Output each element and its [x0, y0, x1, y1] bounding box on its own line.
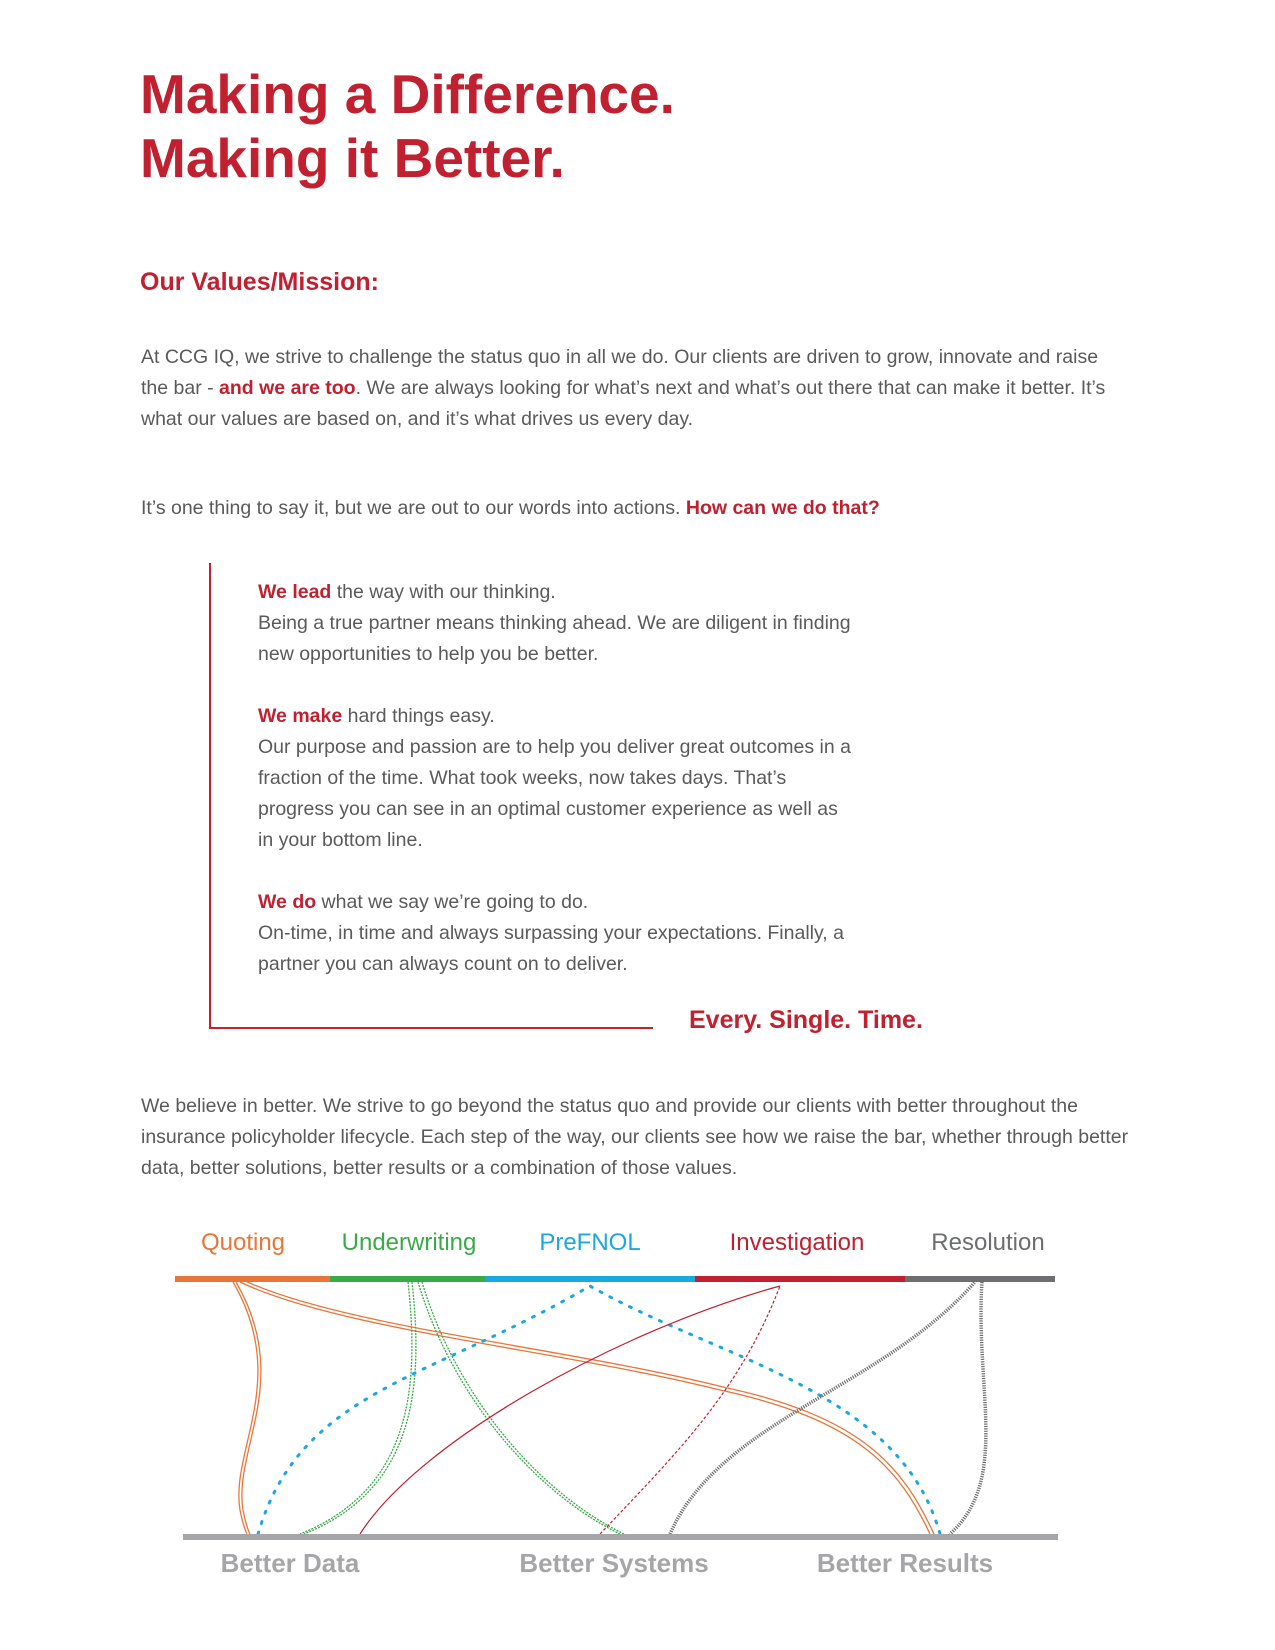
stage-label-underwriting: Underwriting [341, 1229, 477, 1256]
investigation-connectors [360, 1286, 780, 1534]
stage-bar-investigation [695, 1276, 905, 1282]
value-body: Our purpose and passion are to help you deliver great outcomes in a fraction of the time. What took weeks, now takes days. That’s progress you can see in an optimal customer experience as well as in your bottom line. [258, 736, 851, 851]
value-lead: We lead [258, 581, 332, 603]
value-body: Being a true partner means thinking ahead. We are diligent in finding new opportunities to help you be better. [258, 612, 851, 665]
outcomes-baseline [183, 1534, 1058, 1540]
value-rest: hard things easy. [342, 705, 495, 727]
stage-bar-prefnol [485, 1276, 695, 1282]
lifecycle-diagram [0, 1190, 1275, 1578]
title-line-1: Making a Difference. [140, 63, 675, 125]
intro-highlight: and we are too [219, 377, 356, 399]
stage-bar-quoting [175, 1276, 330, 1282]
bracket-vertical-line [209, 563, 211, 1028]
stage-label-quoting: Quoting [200, 1229, 286, 1256]
value-item [258, 887, 858, 980]
value-rest: what we say we’re going to do. [316, 891, 589, 913]
stage-label-prefnol: PreFNOL [539, 1229, 641, 1256]
outcome-label-data: Better Data [220, 1548, 360, 1578]
question-paragraph [141, 493, 1121, 524]
underwriting-connectors [300, 1282, 624, 1534]
values-heading: Our Values/Mission: [140, 268, 379, 296]
stage-label-resolution: Resolution [931, 1229, 1045, 1256]
intro-text-2: . We are always looking for what’s next and what’s out there that can make it better. It’s what our values are based on, and it’s what drives us every day. [141, 377, 1106, 430]
stage-bar-resolution [905, 1276, 1055, 1282]
value-item [258, 577, 858, 670]
stage-label-investigation: Investigation [729, 1229, 865, 1256]
value-item [258, 701, 858, 856]
outcome-label-results: Better Results [816, 1548, 994, 1578]
page-title [140, 62, 675, 190]
intro-text-1: At CCG IQ, we strive to challenge the status quo in all we do. Our clients are driven to grow, innovate and raise the bar - [141, 346, 1099, 399]
title-line-2: Making it Better. [140, 127, 565, 189]
value-lead: We make [258, 705, 343, 727]
question-text: It’s one thing to say it, but we are out to our words into actions. [141, 497, 686, 519]
stage-bar-underwriting [330, 1276, 485, 1282]
outcome-label-systems: Better Systems [519, 1548, 709, 1578]
value-lead: We do [258, 891, 317, 913]
resolution-connectors [670, 1282, 986, 1534]
question-highlight: How can we do that? [685, 497, 880, 519]
values-list [258, 577, 858, 1011]
bracket-horizontal-line [209, 1027, 653, 1029]
value-body: On-time, in time and always surpassing your expectations. Finally, a partner you can always count on to deliver. [258, 922, 844, 975]
intro-paragraph [141, 342, 1121, 435]
value-rest: the way with our thinking. [331, 581, 556, 603]
quoting-connectors [233, 1280, 934, 1534]
tagline: Every. Single. Time. [689, 1006, 923, 1034]
belief-paragraph: We believe in better. We strive to go beyond the status quo and provide our clients with better throughout the insurance policyholder lifecycle. Each step of the way, our clients see how we raise the bar, whether through better data, better solutions, better results or a combination of those values. [141, 1095, 1129, 1179]
